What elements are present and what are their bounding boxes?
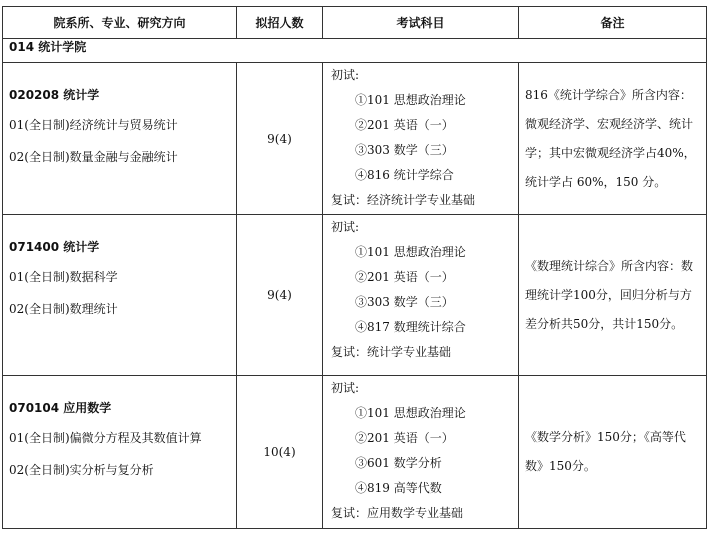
research-direction: 02(全日制)数理统计: [9, 302, 118, 316]
exam-subject: ②201 英语（一）: [355, 118, 454, 132]
exam-initial-label: 初试:: [331, 68, 360, 82]
exam-retest: 复试：统计学专业基础: [331, 345, 452, 359]
research-direction: 01(全日制)偏微分方程及其数值计算: [9, 431, 202, 445]
exam-subject: ①101 思想政治理论: [355, 406, 466, 420]
exam-initial-label: 初试:: [331, 381, 360, 395]
exam-subject: ③601 数学分析: [355, 456, 442, 470]
header-count: 拟招人数: [237, 7, 323, 39]
header-exam: 考试科目: [323, 7, 519, 39]
exam-subject: ③303 数学（三）: [355, 295, 454, 309]
exam-subject: ①101 思想政治理论: [355, 93, 466, 107]
exam-subject: ④817 数理统计综合: [355, 320, 466, 334]
note-cell: [519, 215, 707, 376]
note-cell: [519, 376, 707, 529]
exam-subjects-cell: [323, 376, 519, 529]
table-row: [3, 63, 707, 215]
research-direction: 02(全日制)实分析与复分析: [9, 463, 154, 477]
exam-subject: ④819 高等代数: [355, 481, 442, 495]
note-text: 《数学分析》150分；《高等代数》150分。: [525, 430, 686, 473]
major-cell: [3, 63, 237, 215]
exam-subject: ③303 数学（三）: [355, 143, 454, 157]
major-name: 071400 统计学: [9, 240, 100, 254]
exam-retest: 复试：应用数学专业基础: [331, 506, 464, 520]
college-row: [3, 39, 707, 63]
research-direction: 02(全日制)数量金融与金融统计: [9, 150, 178, 164]
research-direction: 01(全日制)经济统计与贸易统计: [9, 118, 178, 132]
research-direction: 01(全日制)数据科学: [9, 270, 118, 284]
exam-initial-label: 初试:: [331, 220, 360, 234]
exam-subject: ②201 英语（一）: [355, 270, 454, 284]
header-row: [3, 7, 707, 39]
exam-subjects-cell: [323, 215, 519, 376]
header-dept: 院系所、专业、研究方向: [3, 7, 237, 39]
table-row: [3, 215, 707, 376]
note-cell: [519, 63, 707, 215]
header-note: 备注: [519, 7, 707, 39]
exam-subject: ②201 英语（一）: [355, 431, 454, 445]
enrollment-count: 9(4): [237, 215, 323, 376]
table-row: [3, 376, 707, 529]
enrollment-count: 9(4): [237, 63, 323, 215]
note-text: 《数理统计综合》所含内容：数理统计学100分，回归分析与方差分析共50分，共计150分。: [525, 258, 694, 331]
major-name: 070104 应用数学: [9, 401, 112, 415]
exam-retest: 复试：经济统计学专业基础: [331, 193, 476, 207]
exam-subjects-cell: [323, 63, 519, 215]
major-cell: [3, 215, 237, 376]
admissions-table: [2, 6, 707, 529]
enrollment-count: 10(4): [237, 376, 323, 529]
major-name: 020208 统计学: [9, 88, 100, 102]
college-title: 014 统计学院: [3, 39, 707, 63]
exam-subject: ①101 思想政治理论: [355, 245, 466, 259]
note-text: 816《统计学综合》所含内容：微观经济学、宏观经济学、统计学；其中宏微观经济学占40%，统计学占 60%，150 分。: [525, 87, 696, 189]
exam-subject: ④816 统计学综合: [355, 168, 454, 182]
major-cell: [3, 376, 237, 529]
